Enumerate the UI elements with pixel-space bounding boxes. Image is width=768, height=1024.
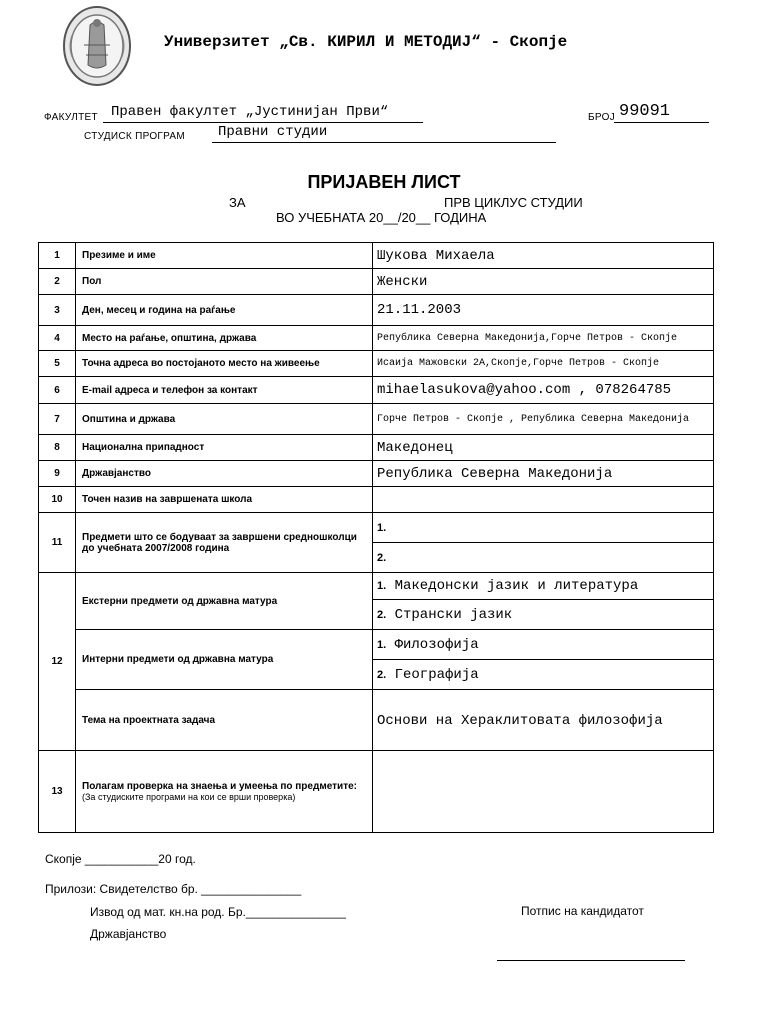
municipality-field[interactable]: Горче Петров - Скопје , Република Северна Македонија — [373, 404, 714, 435]
citizenship-field[interactable]: Република Северна Македонија — [373, 461, 714, 487]
table-row — [39, 573, 714, 600]
external-subject-2-field[interactable] — [373, 600, 714, 630]
university-seal-logo — [62, 5, 132, 87]
table-row — [39, 690, 714, 751]
table-row — [39, 404, 714, 435]
row-label: Државјанство — [76, 461, 373, 487]
row-number: 7 — [39, 404, 76, 435]
external-1-number: 1. — [377, 580, 387, 592]
subject-1-field[interactable] — [373, 513, 714, 543]
row-label: Ден, месец и година на раѓање — [76, 295, 373, 326]
exam-label: Полагам проверка на знаења и умеења по предметите: — [82, 781, 357, 792]
subject-2-field[interactable] — [373, 543, 714, 573]
number-field[interactable] — [614, 102, 709, 123]
number-value: 99091 — [619, 102, 671, 121]
place-date: Скопје ___________20 год. — [45, 852, 196, 866]
gender-field[interactable]: Женски — [373, 269, 714, 295]
table-row — [39, 377, 714, 404]
row-number: 2 — [39, 269, 76, 295]
application-form-table — [38, 242, 714, 833]
row-label: Предмети што се бодуваат за завршени средношколци до учебната 2007/2008 година — [76, 513, 373, 573]
row-number: 10 — [39, 487, 76, 513]
row-number: 3 — [39, 295, 76, 326]
internal-subject-1-field[interactable] — [373, 630, 714, 660]
row-number: 6 — [39, 377, 76, 404]
external-subject-1-field[interactable] — [373, 573, 714, 600]
form-title: ПРИЈАВЕН ЛИСТ — [307, 172, 461, 192]
row-label: Презиме и име — [76, 243, 373, 269]
external-1-value: Македонски јазик и литература — [394, 578, 639, 594]
table-row — [39, 751, 714, 833]
subject-1-number: 1. — [377, 521, 387, 534]
birth-date-field[interactable]: 21.11.2003 — [373, 295, 714, 326]
title-cycle: ПРВ ЦИКЛУС СТУДИИ — [444, 195, 583, 210]
signature-label: Потпис на кандидатот — [521, 904, 644, 918]
row-label: Екстерни предмети од државна матура — [76, 573, 373, 630]
row-number: 8 — [39, 435, 76, 461]
internal-1-number: 1. — [377, 638, 387, 651]
row-label: Тема на проектната задача — [76, 690, 373, 751]
table-row — [39, 435, 714, 461]
row-number: 9 — [39, 461, 76, 487]
row-label — [76, 751, 373, 833]
row-number: 13 — [39, 751, 76, 833]
faculty-value: Правен факултет „Јустинијан Први“ — [111, 104, 389, 120]
number-label: БРОЈ — [588, 112, 615, 123]
table-row — [39, 326, 714, 351]
program-field[interactable] — [212, 124, 556, 143]
table-row — [39, 630, 714, 660]
row-label: E-mail адреса и телефон за контакт — [76, 377, 373, 404]
table-row — [39, 243, 714, 269]
subject-2-number: 2. — [377, 551, 387, 564]
external-2-value: Странски јазик — [394, 606, 513, 623]
university-name: Универзитет „Св. КИРИЛ И МЕТОДИЈ“ - Скопје — [164, 33, 568, 51]
table-row — [39, 513, 714, 543]
internal-2-value: Географија — [394, 666, 479, 683]
internal-1-value: Филозофија — [394, 636, 479, 653]
table-row — [39, 461, 714, 487]
birth-extract: Извод од мат. кн.на род. Бр._______________ — [90, 905, 346, 919]
external-2-number: 2. — [377, 608, 387, 621]
row-number: 1 — [39, 243, 76, 269]
row-number: 5 — [39, 351, 76, 377]
row-label: Пол — [76, 269, 373, 295]
project-topic-field[interactable]: Основи на Хераклитовата филозофија — [373, 690, 714, 751]
row-label: Национална припадност — [76, 435, 373, 461]
row-number: 11 — [39, 513, 76, 573]
exam-subjects-field[interactable] — [373, 751, 714, 833]
title-for: ЗА — [229, 195, 246, 210]
citizenship-attachment: Државјанство — [90, 927, 167, 941]
faculty-field[interactable] — [103, 104, 423, 123]
program-label: СТУДИСК ПРОГРАМ — [84, 131, 186, 142]
internal-subject-2-field[interactable] — [373, 660, 714, 690]
signature-line[interactable] — [497, 960, 685, 961]
row-label: Интерни предмети од државна матура — [76, 630, 373, 690]
table-row — [39, 295, 714, 326]
exam-note: (За студиските програми на кои се врши проверка) — [82, 792, 296, 802]
internal-2-number: 2. — [377, 668, 387, 681]
row-number: 4 — [39, 326, 76, 351]
row-label: Точен назив на завршената школа — [76, 487, 373, 513]
table-row — [39, 487, 714, 513]
attachments: Прилози: Свидетелство бр. _______________ — [45, 882, 302, 896]
program-value: Правни студии — [218, 124, 328, 140]
faculty-label: ФАКУЛТЕТ — [44, 112, 98, 123]
address-field[interactable]: Исаија Мажовски 2А,Скопје,Горче Петров - Скопје — [373, 351, 714, 377]
email-phone-field[interactable]: mihaelasukova@yahoo.com , 078264785 — [373, 377, 714, 404]
surname-name-field[interactable]: Шукова Михаела — [373, 243, 714, 269]
school-name-field[interactable] — [373, 487, 714, 513]
row-number: 12 — [39, 573, 76, 751]
nationality-field[interactable]: Македонец — [373, 435, 714, 461]
table-row — [39, 351, 714, 377]
row-label: Општина и држава — [76, 404, 373, 435]
row-label: Место на раѓање, општина, држава — [76, 326, 373, 351]
row-label: Точна адреса во постојаното место на живеење — [76, 351, 373, 377]
birth-place-field[interactable]: Република Северна Македонија,Горче Петров - Скопје — [373, 326, 714, 351]
table-row — [39, 269, 714, 295]
title-year: ВО УЧЕБНАТА 20__/20__ ГОДИНА — [276, 210, 487, 225]
